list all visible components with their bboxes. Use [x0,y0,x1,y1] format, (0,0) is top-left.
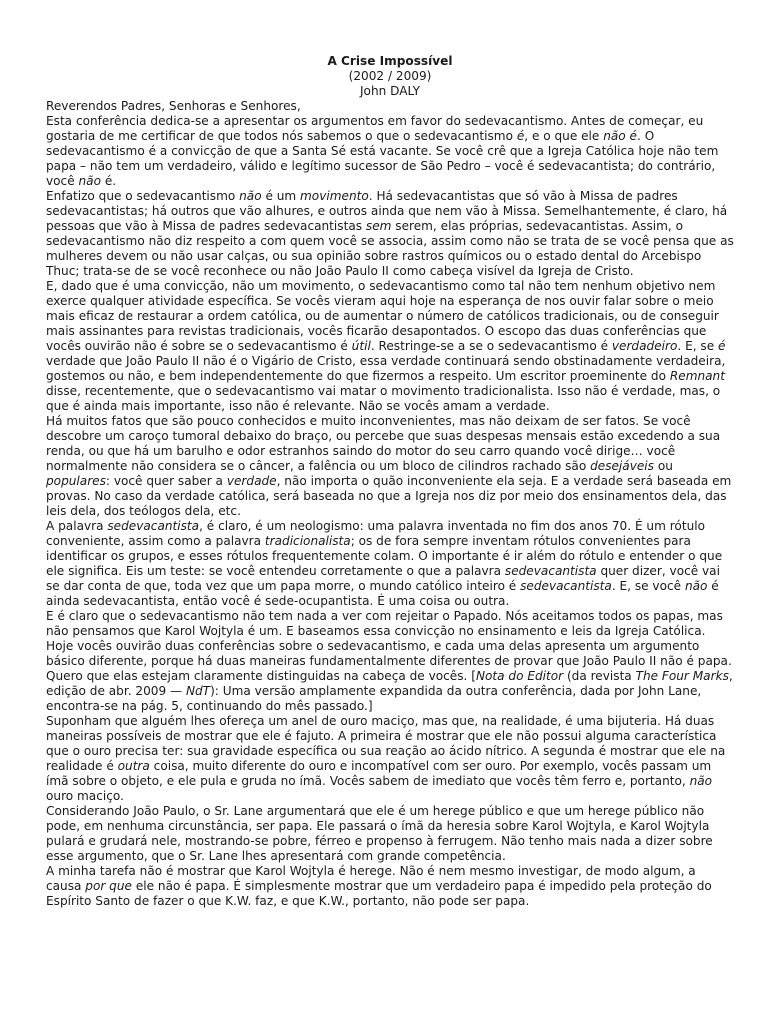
body-text: . O sedevacantismo é a convicção de que a Santa Sé está vacante. Se você crê que a Igreja Católica hoje não tem papa – não tem um verdadeiro, válido e legítimo sucessor de São Pedro – você é sedevacantista; do contrário, você [46,129,719,188]
body-text: . Restringe-se a se o sedevacantismo é [370,339,612,353]
body-text: é. [100,174,117,188]
emphasis-text: não [689,774,713,788]
emphasis-text: desejáveis [590,459,654,473]
emphasis-text: NdT [185,684,211,698]
emphasis-text: sedevacantista [520,579,612,593]
body-text: ): Uma versão amplamente expandida da outra conferência, dada por John Lane, encontra-se na pág. 5, continuando do mês passado.] [46,684,702,713]
paragraph [46,609,734,639]
emphasis-text: movimento [300,189,369,203]
body-text: verdade que João Paulo II não é o Vigário de Cristo, essa verdade continuará sendo obstinadamente verdadeira, gostemos ou não, e bem independentemente do que fizermos a respeito. Um escritor proeminente do [46,354,726,383]
emphasis-text: é [717,339,726,353]
body-text: , edição de abr. 2009 — [46,669,733,698]
document-author: John DALY [359,84,421,98]
body-text: Há muitos fatos que são pouco conhecidos e muito inconvenientes, mas não deixam de ser fatos. Se você descobre um caroço tumoral debaixo do braço, ou percebe que suas despesas mensais estão excedendo a sua renda, ou que há um barulho e odor estranhos saindo do motor do seu carro quando você dirige… você normalmente não considera se o câncer, a falência ou um bloco de cilindros rachado são [46,414,721,473]
body-text: ele não é papa. É simplesmente mostrar que um verdadeiro papa é impedido pela proteção do Espírito Santo de fazer o que K.W. faz, e que K.W., portanto, não pode ser papa. [46,879,712,908]
emphasis-text: não [239,189,262,203]
body-text: Enfatizo que o sedevacantismo [46,189,240,203]
emphasis-text: tradicionalista [264,534,351,548]
emphasis-text: sem [365,219,392,233]
body-text: ou [653,459,673,473]
body-text: é ainda sedevacantista, então você é sede-ocupantista. É uma coisa ou outra. [46,579,719,608]
document-years: (2002 / 2009) [348,69,432,83]
body-text: coisa, muito diferente do ouro e incompatível com ser ouro. Por exemplo, vocês passam um ímã sobre o objeto, e ele pula e gruda no ímã. Vocês sabem de imediato que vocês têm ferro e, portanto, [46,759,712,788]
emphasis-text: sedevacantista [107,519,200,533]
body-text: . Há sedevacantistas que só vão à Missa de padres sedevacantistas; há outros que vão alhures, e outros ainda que nem vão à Missa. Semelhantemente, é claro, há pessoas que vão à Missa de padres sedevacantistas [46,189,728,233]
emphasis-text: verdadeiro [611,339,678,353]
emphasis-text: Remnant [669,369,725,383]
emphasis-text: útil [351,339,371,353]
emphasis-text: é [629,129,637,143]
body-text: , é claro, é um neologismo: uma palavra inventada no fim dos anos 70. É um rótulo conveniente, assim como a palavra [46,519,705,548]
emphasis-text: populares [46,474,106,488]
body-text: serem, elas próprias, sedevacantistas. Assim, o sedevacantismo não diz respeito a com quem você se associa, assim como não se trata de se você pensa que as mulheres devem ou não usar calças, ou sua opinião sobre rastros químicos ou o estado dental do Arcebispo Thuc; trata-se de se você reconhece ou não João Paulo II como cabeça visível da Igreja de Cristo. [46,219,734,278]
body-text: , e o que ele [524,129,604,143]
emphasis-text: não [684,579,708,593]
paragraph [46,279,734,414]
body-text: E é claro que o sedevacantismo não tem nada a ver com rejeitar o Papado. Nós aceitamos todos os papas, mas não pensamos que Karol Wojtyla é um. E baseamos essa convicção no ensinamento e leis da Igreja Católica. [46,609,723,638]
body-text: E, dado que é uma convicção, não um movimento, o sedevacantismo como tal não tem nenhum objetivo nem exerce qualquer atividade específica. Se vocês vieram aqui hoje na esperança de nos ouvir falar sobre o meio mais eficaz de restaurar a ordem católica, ou de aumentar o número de católicos tradicionais, ou de conseguir mais assinantes para revistas tradicionais, vocês ficarão desapontados. O escopo das duas conferências que vocês ouvirão não é sobre se o sedevacantismo é [46,279,719,353]
body-text: Hoje vocês ouvirão duas conferências sobre o sedevacantismo, e cada uma delas apresenta um argumento básico diferente, porque há duas maneiras fundamentalmente diferentes de provar que João Paulo II não é papa. Quero que elas estejam claramente distinguidas na cabeça de vocês. [ [46,639,732,683]
document-body [46,114,734,909]
body-text: A palavra [46,519,108,533]
paragraph [46,714,734,804]
body-text: quer dizer, você vai se dar conta de que, toda vez que um papa morre, o mundo católico inteiro é [46,564,720,593]
emphasis-text: é [516,129,525,143]
body-text: , não importa o quão inconveniente ela seja. E a verdade será baseada em provas. No caso da verdade católica, será baseada no que a Igreja nos diz por meio dos ensinamentos dela, das leis dela, dos teólogos dela, etc. [46,474,732,518]
paragraph [46,414,734,519]
emphasis-text: The Four Marks [635,669,729,683]
body-text: . E, se [677,339,718,353]
paragraph [46,639,734,714]
body-text: disse, recentemente, que o sedevacantismo vai matar o movimento tradicionalista. Isso não é verdade, mas, o que é ainda mais importante, isso não é relevante. Não se vocês amam a verdade. [46,384,721,413]
paragraph [46,114,734,189]
body-text: ; os de fora sempre inventam rótulos convenientes para identificar os grupos, e esses rótulos frequentemente colam. O importante é ir além do rótulo e entender o que ele significa. Eis um teste: se você entendeu corretamente o que a palavra [46,534,723,578]
paragraph [46,804,734,864]
emphasis-text: por que [85,879,132,893]
body-text: ouro maciço. [46,789,124,803]
body-text: . E, se você [611,579,685,593]
body-text: (da revista [563,669,636,683]
document-title: A Crise Impossível [327,54,453,68]
body-text: Considerando João Paulo, o Sr. Lane argumentará que ele é um herege público e que um herege público não pode, em nenhuma circunstância, ser papa. Ele passará o ímã da heresia sobre Karol Wojtyla, e Karol Wojtyla pulará e grudará nele, mostrando-se pobre, férreo e propenso à ferrugem. Não tenho mais nada a dizer sobre esse argumento, que o Sr. Lane lhes apresentará com grande competência. [46,804,713,863]
emphasis-text: verdade [226,474,277,488]
body-text: Suponham que alguém lhes ofereça um anel de ouro maciço, mas que, na realidade, é uma bijuteria. Há duas maneiras possíveis de mostrar que ele é fajuto. A primeira é mostrar que ele não possui alguma característica que o ouro precisa ter: sua gravidade específica ou sua reação ao ácido nítrico. A segunda é mostrar que ele na realidade é [46,714,726,773]
paragraph [46,189,734,279]
emphasis-text: Nota do Editor [475,669,564,683]
emphasis-text: não [78,174,101,188]
salutation: Reverendos Padres, Senhoras e Senhores, [46,99,301,113]
emphasis-text: sedevacantista [504,564,597,578]
emphasis-text: outra [117,759,150,773]
body-text: Esta conferência dedica-se a apresentar os argumentos em favor do sedevacantismo. Antes de começar, eu gostaria de me certificar de que todos nós sabemos o que o sedevacantismo [46,114,704,143]
paragraph [46,519,734,609]
paragraph [46,864,734,909]
body-text: : você quer saber a [105,474,227,488]
body-text: A minha tarefa não é mostrar que Karol Wojtyla é herege. Não é nem mesmo investigar, de modo algum, a causa [46,864,696,893]
emphasis-text: não [603,129,626,143]
body-text: é um [261,189,301,203]
